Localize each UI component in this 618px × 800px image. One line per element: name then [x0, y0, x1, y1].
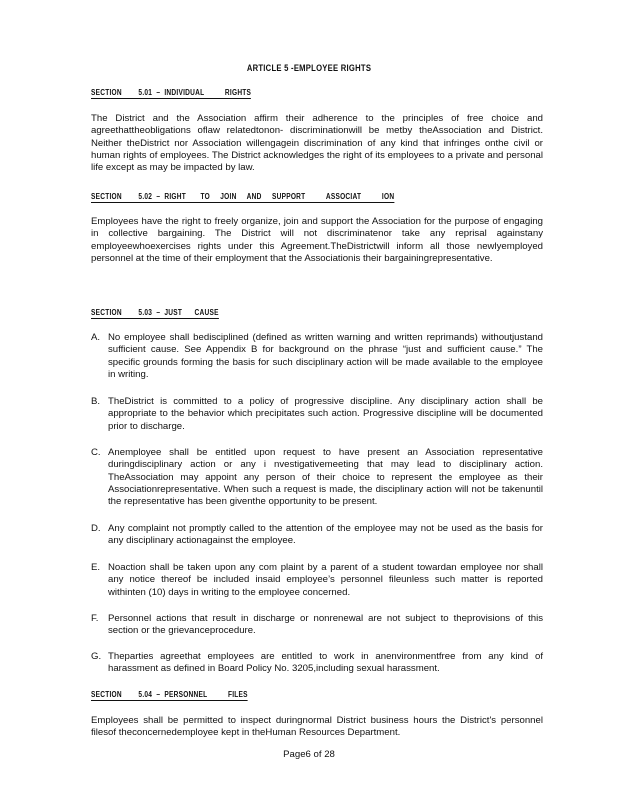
list-item-d: [91, 523, 543, 548]
list-item-b: [91, 396, 543, 433]
list-item-a: [91, 332, 543, 381]
list-label: B.: [91, 396, 101, 407]
list-item-e: [91, 562, 543, 599]
page-number-footer: Page6 of 28: [283, 749, 335, 760]
section-5-04-heading: SECTION 5.04 – PERSONNEL FILES: [91, 690, 248, 699]
section-5-02-heading: SECTION 5.02 – RIGHT TO JOIN AND SUPPORT ASSOCIAT ION: [91, 192, 395, 201]
list-label: F.: [91, 613, 99, 624]
list-text: Noaction shall be taken upon any com plaint by a parent of a student towardan employee nor shall any notice thereof be included insaid employee’s personnel fileunless such matter is reported withinten (10) days in writing to the employee concerned.: [108, 562, 543, 598]
section-5-04-body: Employees shall be permitted to inspect duringnormal District business hours the District's personnel filesof theconcernedemployee kept in theHuman Resources Department.: [91, 715, 543, 739]
list-text: No employee shall bedisciplined (defined as written warning and written reprimands) withoutjustand sufficient cause. See Appendix B for background on the phrase “just and sufficient cause.” The specific grounds forming the basis for such disciplinary action will be made available to the employee in writing.: [108, 332, 543, 380]
list-text: TheDistrict is committed to a policy of progressive discipline. Any disciplinary action shall be appropriate to the behavior which precipitates such action. Progressive discipline will be documented prior to discharge.: [108, 396, 543, 432]
list-label: D.: [91, 523, 101, 534]
section-5-02-body: Employees have the right to freely organize, join and support the Association for the purpose of engaging in collective bargaining. The District will not discriminatenor take any reprisal againstany employeewhoexercises rights under this Agreement.TheDistrictwill inform all those newlyemployed personnel at the time of their employment that the Associationis their bargainingrepresentative.: [91, 216, 543, 264]
list-text: Personnel actions that result in discharge or nonrenewal are not subject to theprovisions of this section or the grievanceprocedure.: [108, 613, 543, 637]
list-label: A.: [91, 332, 101, 343]
section-5-01-body: The District and the Association affirm their adherence to the principles of free choice and agreethattheobligations oflaw relatedtonon- discriminationwill be metby theAssociation and District. Neither theDistrict nor Association willengagein discrimination of any kind that infringes onthe civil or human rights of employees. The District acknowledges the right of its employees to a private and personal life except as may be impacted by law.: [91, 113, 543, 174]
list-text: Any complaint not promptly called to the attention of the employee may not be used as the basis for any disciplinary actionagainst the employee.: [108, 523, 543, 547]
list-label: E.: [91, 562, 101, 573]
list-label: G.: [91, 651, 102, 662]
list-label: C.: [91, 447, 101, 458]
list-item-f: [91, 613, 543, 638]
section-5-01-heading: SECTION 5.01 – INDIVIDUAL RIGHTS: [91, 88, 252, 97]
list-item-c: [91, 447, 543, 508]
article-title: ARTICLE 5 -EMPLOYEE RIGHTS: [246, 63, 372, 73]
list-text: Theparties agreethat employees are entitled to work in anenvironmentfree from any kind of harassment as defined in Board Policy No. 3205,including sexual harassment.: [108, 651, 543, 675]
section-5-03-heading: SECTION 5.03 – JUST CAUSE: [91, 308, 219, 317]
list-item-g: [91, 651, 543, 676]
list-text: Anemployee shall be entitled upon request to have present an Association representative duringdisciplinary action or any i nvestigativemeeting that may lead to disciplinary action. TheAssociation may appoint any person of their choice to represent the employee as their Associationrepresentative. When such a request is made, the disciplinary action will not be takenuntil the representative has been giventhe opportunity to be present.: [108, 447, 543, 508]
